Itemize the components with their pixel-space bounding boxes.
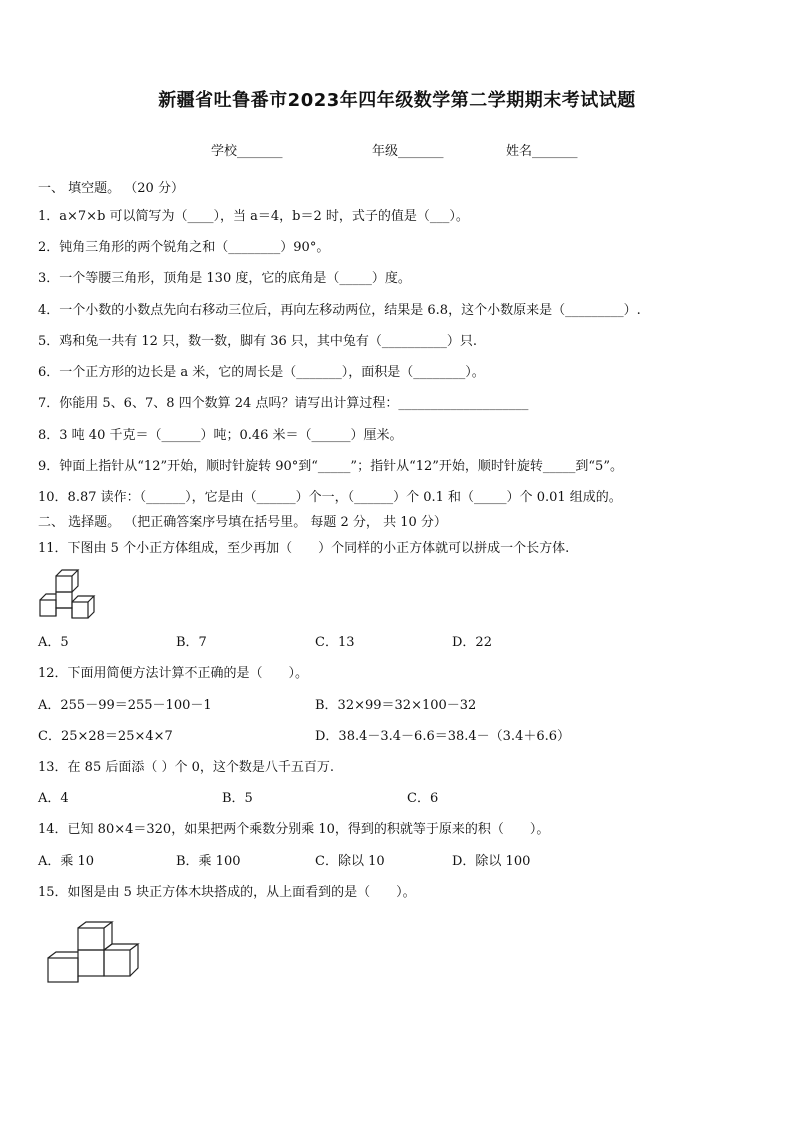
q13-option-a: A．4 xyxy=(38,791,69,806)
grade-field: 年级_______ xyxy=(372,144,444,159)
question-14: 14．已知 80×4＝320，如果把两个乘数分别乘 10，得到的积就等于原来的积（ ）。 xyxy=(38,822,550,837)
q12-option-b: B．32×99＝32×100－32 xyxy=(315,698,477,713)
question-9: 9．钟面上指针从“12”开始，顺时针旋转 90°到“_____”；指针从“12”开始，顺时针旋转_____到“5”。 xyxy=(38,459,623,474)
school-field: 学校_______ xyxy=(211,144,283,159)
question-7: 7．你能用 5、6、7、8 四个数算 24 点吗？请写出计算过程：____________________ xyxy=(38,396,529,411)
q11-option-d: D．22 xyxy=(452,635,492,650)
question-13: 13．在 85 后面添（ ）个 0，这个数是八千五百万. xyxy=(38,760,335,775)
question-15: 15．如图是由 5 块正方体木块搭成的，从上面看到的是（ ）。 xyxy=(38,885,416,900)
q11-option-c: C．13 xyxy=(315,635,355,650)
section-fill-blank-heading: 一、 填空题。 （20 分） xyxy=(38,181,184,196)
question-3: 3．一个等腰三角形，顶角是 130 度，它的底角是（_____）度。 xyxy=(38,271,411,286)
q12-option-c: C．25×28＝25×4×7 xyxy=(38,729,173,744)
q11-option-b: B．7 xyxy=(176,635,207,650)
name-field: 姓名_______ xyxy=(506,144,578,159)
question-2: 2．钝角三角形的两个锐角之和（________）90°。 xyxy=(38,240,330,255)
cube-figure-q15 xyxy=(44,918,140,986)
question-4: 4．一个小数的小数点先向右移动三位后，再向左移动两位，结果是 6.8，这个小数原来是（_________）. xyxy=(38,303,641,318)
q13-option-b: B．5 xyxy=(222,791,253,806)
q14-option-b: B．乘 100 xyxy=(176,854,241,869)
question-11: 11．下图由 5 个小正方体组成，至少再加（ ）个同样的小正方体就可以拼成一个长方体. xyxy=(38,541,570,556)
q13-option-c: C．6 xyxy=(407,791,439,806)
question-1: 1．a×7×b 可以简写为（____），当 a＝4，b＝2 时，式子的值是（___）。 xyxy=(38,209,469,224)
question-10: 10．8.87 读作：（______），它是由（______）个一，（______）个 0.1 和（_____）个 0.01 组成的。 xyxy=(38,490,622,505)
question-5: 5．鸡和兔一共有 12 只，数一数，脚有 36 只，其中兔有（__________）只. xyxy=(38,334,478,349)
q12-option-a: A．255－99＝255－100－1 xyxy=(38,698,212,713)
section-choice-heading: 二、 选择题。 （把正确答案序号填在括号里。 每题 2 分， 共 10 分） xyxy=(38,515,447,530)
cube-figure-q11 xyxy=(38,568,102,622)
q14-option-c: C．除以 10 xyxy=(315,854,385,869)
question-8: 8．3 吨 40 千克＝（______）吨；0.46 米＝（______）厘米。 xyxy=(38,428,403,443)
q14-option-a: A．乘 10 xyxy=(38,854,95,869)
q12-option-d: D．38.4－3.4－6.6＝38.4－（3.4＋6.6） xyxy=(315,729,571,744)
q14-option-d: D．除以 100 xyxy=(452,854,531,869)
question-6: 6．一个正方形的边长是 a 米，它的周长是（_______），面积是（________）。 xyxy=(38,365,485,380)
page-title: 新疆省吐鲁番市2023年四年级数学第二学期期末考试试题 xyxy=(158,90,636,111)
question-12: 12．下面用简便方法计算不正确的是（ ）。 xyxy=(38,666,309,681)
q11-option-a: A．5 xyxy=(38,635,69,650)
